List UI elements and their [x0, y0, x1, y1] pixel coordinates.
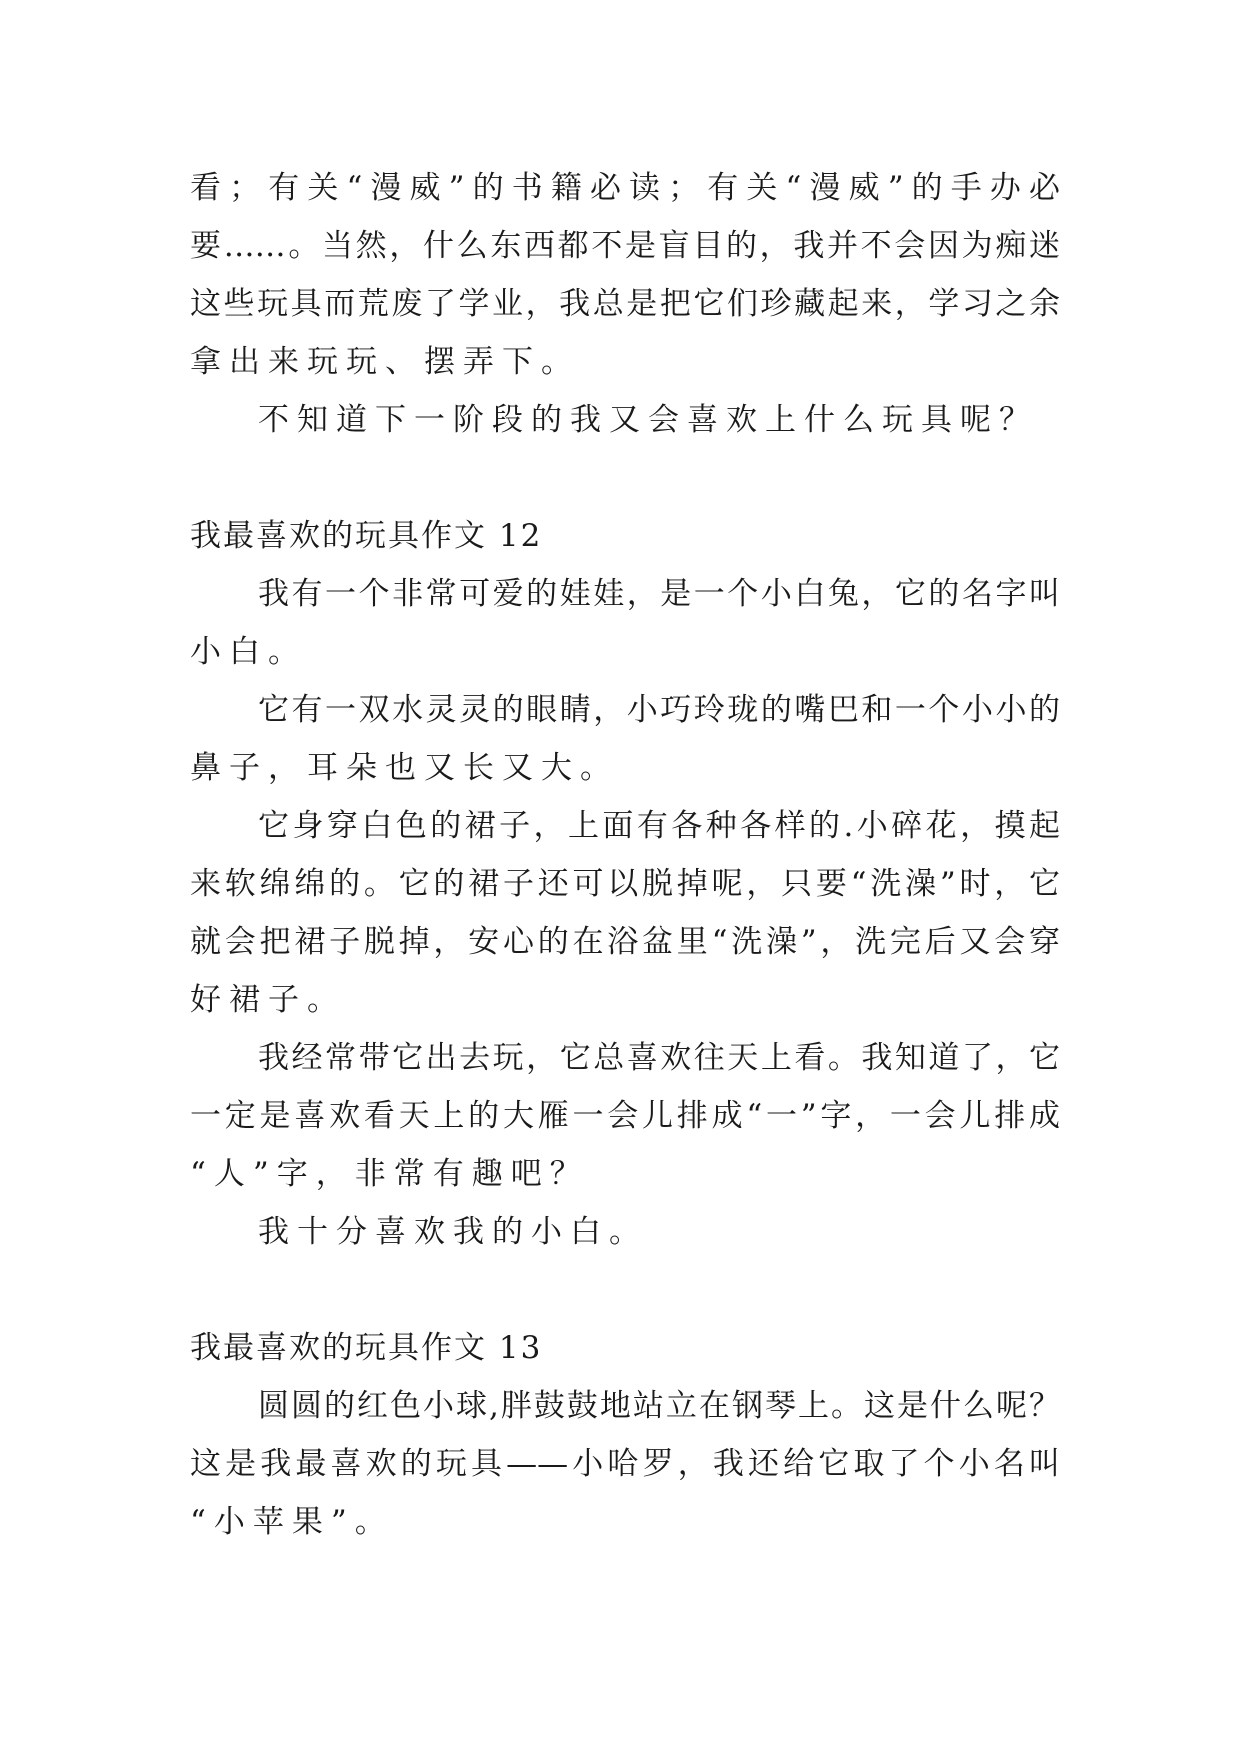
paragraph-line: 就会把裙子脱掉，安心的在浴盆里“洗澡”，洗完后又会穿: [190, 924, 1060, 960]
paragraph-line: 这些玩具而荒废了学业，我总是把它们珍藏起来，学习之余: [190, 286, 1060, 322]
paragraph-line: 我经常带它出去玩，它总喜欢往天上看。我知道了，它: [258, 1040, 1060, 1076]
section-title: 我最喜欢的玩具作文 12: [190, 518, 543, 554]
section-title: 我最喜欢的玩具作文 13: [190, 1330, 543, 1366]
paragraph-line: “小苹果”。: [190, 1504, 394, 1540]
paragraph-line: 小白。: [190, 634, 307, 670]
paragraph-line: 看；有关“漫威”的书籍必读；有关“漫威”的手办必: [190, 170, 1060, 206]
paragraph-line: 圆圆的红色小球,胖鼓鼓地站立在钢琴上。这是什么呢？: [258, 1388, 1060, 1424]
paragraph-line: 一定是喜欢看天上的大雁一会儿排成“一”字，一会儿排成: [190, 1098, 1060, 1134]
paragraph-line: 要……。当然，什么东西都不是盲目的，我并不会因为痴迷: [190, 228, 1060, 264]
paragraph-line: 我有一个非常可爱的娃娃，是一个小白兔，它的名字叫: [258, 576, 1060, 612]
paragraph-line: 我十分喜欢我的小白。: [258, 1214, 648, 1250]
paragraph-line: 不知道下一阶段的我又会喜欢上什么玩具呢？: [258, 402, 1038, 438]
paragraph-line: “人”字，非常有趣吧？: [190, 1156, 589, 1192]
paragraph-line: 来软绵绵的。它的裙子还可以脱掉呢，只要“洗澡”时，它: [190, 866, 1060, 902]
paragraph-line: 拿出来玩玩、摆弄下。: [190, 344, 580, 380]
paragraph-line: 好裙子。: [190, 982, 346, 1018]
paragraph-line: 这是我最喜欢的玩具——小哈罗，我还给它取了个小名叫: [190, 1446, 1060, 1482]
paragraph-line: 它身穿白色的裙子，上面有各种各样的.小碎花，摸起: [258, 808, 1060, 844]
paragraph-line: 鼻子，耳朵也又长又大。: [190, 750, 619, 786]
paragraph-line: 它有一双水灵灵的眼睛，小巧玲珑的嘴巴和一个小小的: [258, 692, 1060, 728]
